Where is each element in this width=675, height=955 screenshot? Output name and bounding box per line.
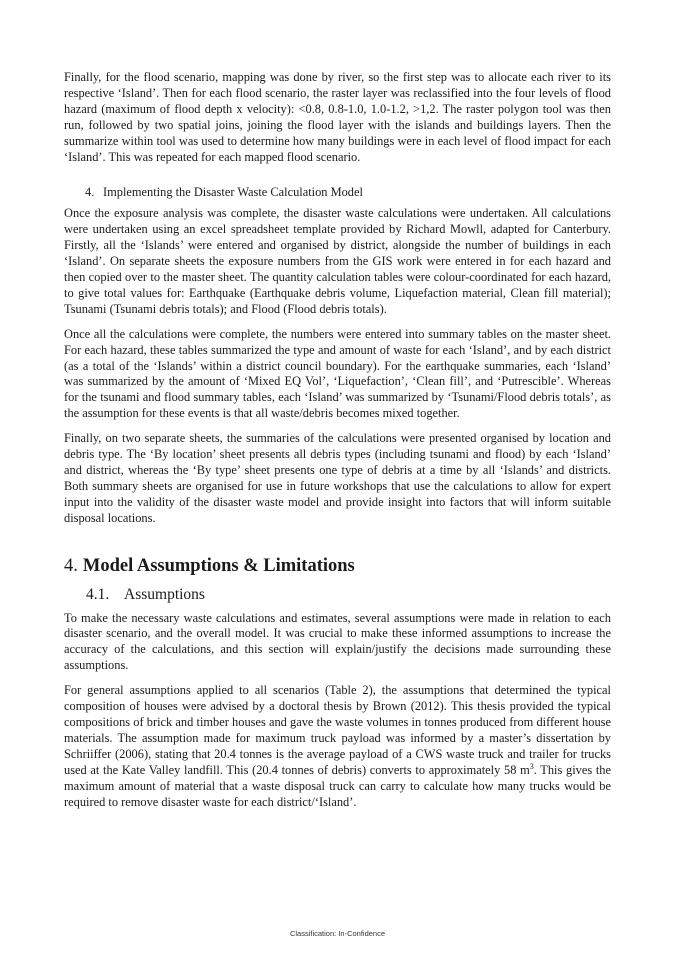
numbered-heading-number: 4. [85,185,95,200]
general-assumptions-text-b: . This gives the maximum amount of material that a waste disposal truck can carry to calculate how many trucks would be required to remove disaster waste for each district/‘Island’. [64,762,611,809]
paragraph-assumptions-intro: To make the necessary waste calculations and estimates, several assumptions were made in relation to each disaster scenario, and the overall model. It was crucial to make these informed assumptions to increase the accuracy of the calculations, and this section will explain/justify the decisions made surrounding these assumptions. [64,610,611,673]
numbered-heading-implementing-model [64,185,611,201]
numbered-heading-title: Implementing the Disaster Waste Calculation Model [103,185,363,200]
section-number: 4. [64,555,78,576]
superscript-cubed: 3 [529,761,534,771]
paragraph-summary-tables: Once all the calculations were complete, the numbers were entered into summary tables on the master sheet. For each hazard, these tables summarized the type and amount of waste for each ‘Island’, and by each district (as a total of the ‘Islands’ within a district council boundary). For the earthquake summaries, each ‘Island’ was summarized by the amount of ‘Mixed EQ Vol’, ‘Liquefaction’, ‘Clean fill’, and ‘Putrescible’. Whereas for the tsunami and flood summary tables, each ‘Island’ was summarized by ‘Tsunami/Flood debris totals’, as the assumption for these events is that all waste/debris becomes mixed together. [64,326,611,421]
classification-footer: Classification: In-Confidence [289,929,386,938]
paragraph-summary-sheets: Finally, on two separate sheets, the summaries of the calculations were presented organised by location and debris type. The ‘By location’ sheet presents all debris types (including tsunami and flood) by each ‘Island’ and district, whereas the ‘By type’ sheet presents one type of debris at a time by all ‘Islands’ and districts. Both summary sheets are organised for use in future workshops that use the calculations to allow for expert input into the validity of the disaster waste model and provide insight into factors that will inform suitable disposal locations. [64,431,611,525]
page-content [64,70,611,819]
subsection-heading [86,585,611,605]
section-heading [64,555,611,577]
paragraph-calculations-undertaken: Once the exposure analysis was complete, the disaster waste calculations were undertaken. All calculations were undertaken using an excel spreadsheet template provided by Richard Mowll, adapted for Canterbury. Firstly, all the ‘Islands’ were entered and organised by district, alongside the number of buildings in each ‘Island’. On separate sheets the exposure numbers from the GIS work were entered in for each hazard and then copied over to the master sheet. The quantity calculation tables were colour-coordinated for each hazard, to give total values for: Earthquake (Earthquake debris volume, Liquefaction material, Clean fill material); Tsunami (Tsunami debris totals); and Flood (Flood debris totals). [64,206,611,316]
subsection-title: Assumptions [124,585,205,603]
paragraph-flood-mapping: Finally, for the flood scenario, mapping was done by river, so the first step was to allocate each river to its respective ‘Island’. Then for each flood scenario, the raster layer was reclassified into the four levels of flood hazard (maximum of flood depth x velocity): <0.8, 0.8-1.0, 1.0-1.2, >1,2. The raster polygon tool was then run, followed by two spatial joins, joining the flood layer with the islands and buildings layers. Then the summarize within tool was used to determine how many buildings were in each level of flood impact for each ‘Island’. This was repeated for each mapped flood scenario. [64,70,611,164]
section-title: Model Assumptions & Limitations [82,555,355,576]
paragraph-general-assumptions [64,683,611,810]
subsection-number: 4.1. [86,585,110,603]
general-assumptions-text-a: For general assumptions applied to all scenarios (Table 2), the assumptions that determined the typical composition of houses were advised by a doctoral thesis by Brown (2012). This thesis provided the typical compositions of brick and timber houses and gave the waste volumes in tonnes produced from different house materials. The assumption made for maximum truck payload was informed by a master’s dissertation by Schriiffer (2006), stating that 20.4 tonnes is the average payload of a CWS waste truck and trailer for trucks used at the Kate Valley landfill. This (20.4 tonnes of debris) converts to approximately 58 m [64,683,611,777]
